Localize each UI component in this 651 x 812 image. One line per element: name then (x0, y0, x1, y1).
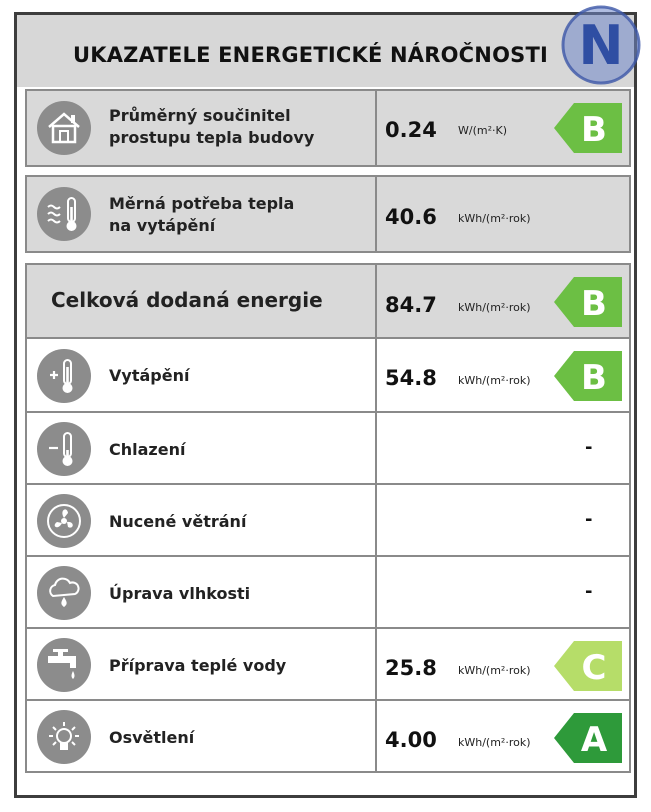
value: 40.6 (385, 205, 437, 229)
cloud-drop-icon (37, 566, 91, 620)
class-badge-b (554, 351, 622, 401)
class-badge-b (554, 103, 622, 153)
heat-thermometer-icon (37, 187, 91, 241)
value-dash: - (585, 437, 593, 458)
row-cooling (25, 411, 631, 485)
class-badge-a (554, 713, 622, 763)
energy-label-frame (14, 12, 637, 798)
row-label: Nucené větrání (109, 512, 247, 531)
unit: kWh/(m²·rok) (458, 374, 531, 387)
row-label: Osvětlení (109, 728, 195, 747)
row-heating-demand (25, 175, 631, 253)
class-letter: C (581, 648, 607, 688)
row-label: Vytápění (109, 366, 190, 385)
row-hot-water (25, 627, 631, 701)
class-letter: A (580, 720, 608, 760)
row-label: Příprava teplé vody (109, 656, 287, 675)
fan-icon (37, 494, 91, 548)
row-total-energy (25, 263, 631, 339)
label-line-2: prostupu tepla budovy (109, 128, 315, 147)
row-label: Úprava vlhkosti (109, 584, 251, 603)
label-line-1: Měrná potřeba tepla (109, 194, 295, 213)
page-title: UKAZATELE ENERGETICKÉ NÁROČNOSTI (73, 43, 548, 67)
label-line-1: Průměrný součinitel (109, 106, 291, 125)
value-dash: - (585, 581, 593, 602)
row-lighting (25, 699, 631, 773)
value: 84.7 (385, 293, 437, 317)
title-bar (17, 15, 634, 87)
row-label (109, 193, 294, 237)
row-heating (25, 337, 631, 413)
row-label (109, 105, 314, 149)
unit: W/(m²·K) (458, 124, 508, 137)
unit: kWh/(m²·rok) (458, 664, 531, 677)
row-thermal-transmittance (25, 89, 631, 167)
thermometer-plus-icon (37, 349, 91, 403)
value: 4.00 (385, 728, 437, 752)
thermometer-minus-icon (37, 422, 91, 476)
unit: kWh/(m²·rok) (458, 212, 531, 225)
value: 54.8 (385, 366, 437, 390)
row-ventilation (25, 483, 631, 557)
watermark-logo (560, 4, 642, 86)
class-badge-c (554, 641, 622, 691)
value: 0.24 (385, 118, 437, 142)
unit: kWh/(m²·rok) (458, 301, 531, 314)
row-humidity (25, 555, 631, 629)
faucet-icon (37, 638, 91, 692)
value: 25.8 (385, 656, 437, 680)
row-label: Celková dodaná energie (51, 288, 323, 312)
label-line-2: na vytápění (109, 216, 216, 235)
class-letter: B (581, 284, 607, 324)
class-letter: B (581, 110, 607, 150)
unit: kWh/(m²·rok) (458, 736, 531, 749)
class-letter: B (581, 358, 607, 398)
bulb-icon (37, 710, 91, 764)
row-label: Chlazení (109, 440, 186, 459)
value-dash: - (585, 509, 593, 530)
logo-letter: N (578, 14, 624, 77)
class-badge-b (554, 277, 622, 327)
house-icon (37, 101, 91, 155)
